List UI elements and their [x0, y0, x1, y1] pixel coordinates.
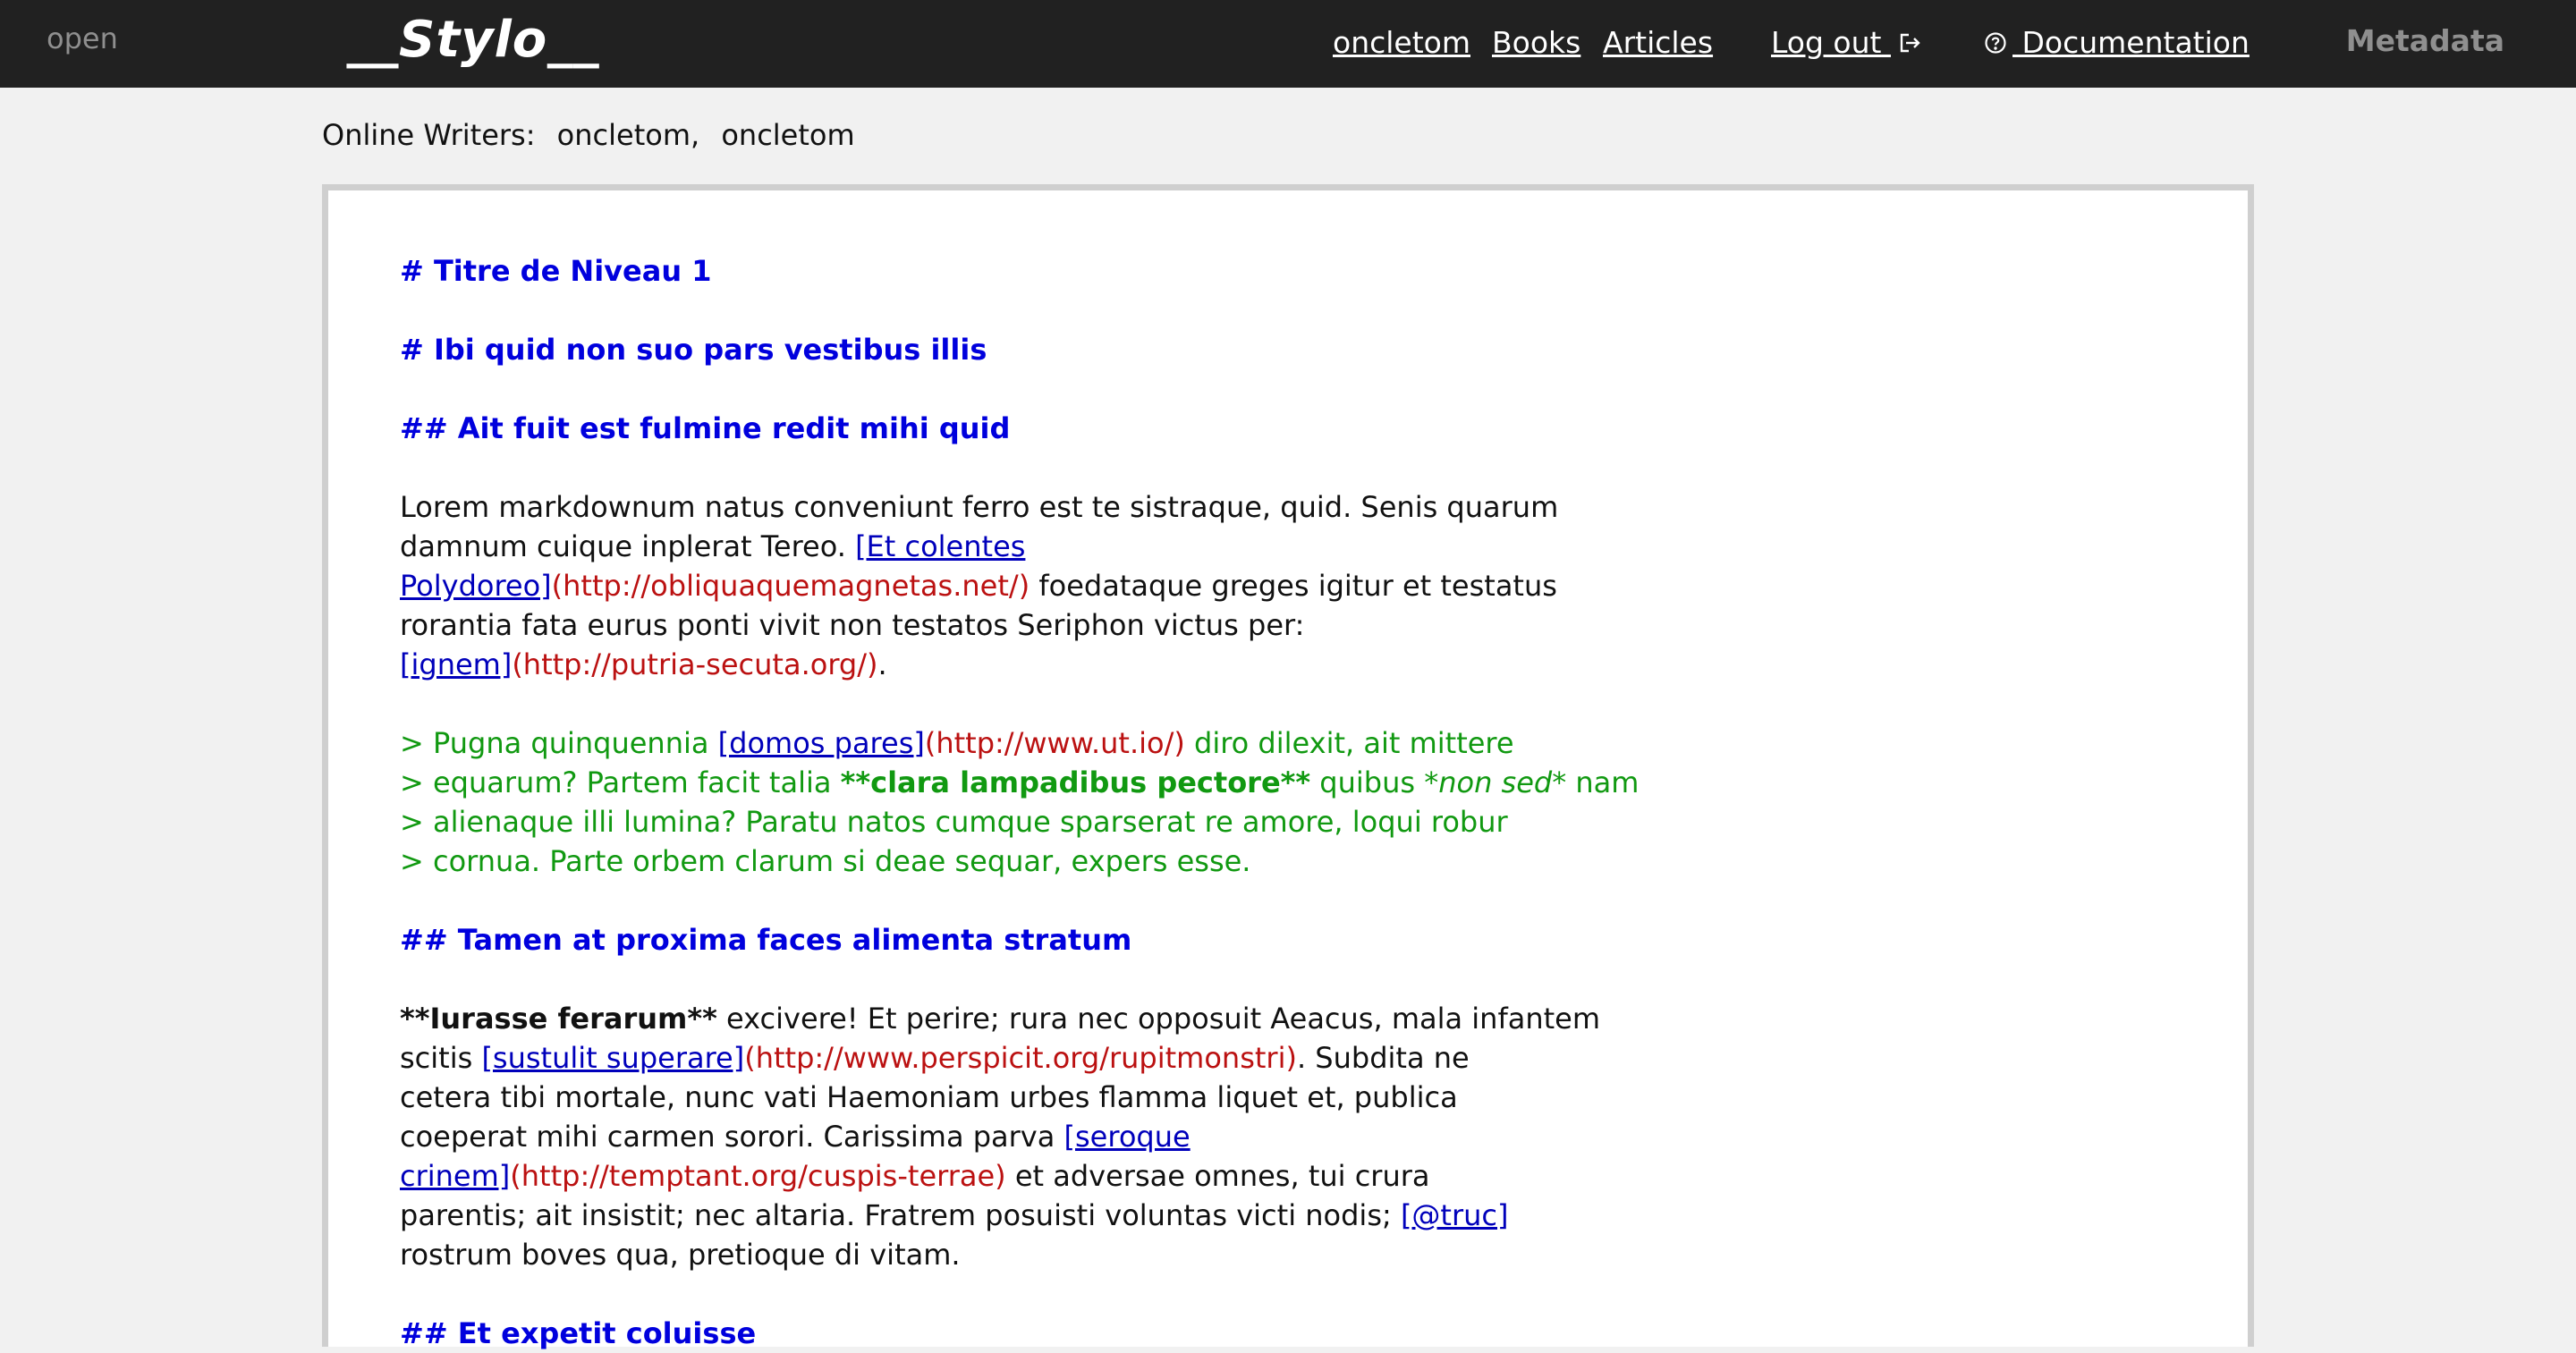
logout-icon [1898, 27, 1921, 62]
paragraph-line: Lorem markdownum natus conveniunt ferro est te sistraque, quid. Senis quarum [400, 490, 1559, 524]
text-span: . [877, 647, 887, 681]
italic-span: *non sed* [1424, 765, 1567, 799]
top-navbar [0, 0, 2576, 88]
paragraph-line: cetera tibi mortale, nunc vati Haemoniam urbes flamma liquet et, publica [400, 1080, 1458, 1114]
nav-user-link[interactable]: oncletom [1333, 25, 1470, 60]
heading-line: ## Ait fuit est fulmine redit mihi quid [400, 411, 1011, 445]
markdown-link-url: (http://temptant.org/cuspis-terrae) [510, 1159, 1006, 1193]
metadata-toggle[interactable]: Metadata [2345, 23, 2504, 58]
paragraph-line [400, 527, 1670, 566]
paragraph-line [400, 1117, 1670, 1156]
markdown-link-text[interactable]: [Et colentes [855, 529, 1026, 563]
online-writer-name: oncletom, [556, 118, 700, 152]
text-span: quibus [1310, 765, 1425, 799]
heading-line: # Titre de Niveau 1 [400, 254, 712, 288]
paragraph-line [400, 566, 1670, 605]
markdown-link-url: (http://www.ut.io/) [924, 726, 1185, 760]
logout-label: Log out [1771, 25, 1882, 60]
open-button[interactable]: open [47, 21, 118, 55]
markdown-link-url: (http://putria-secuta.org/) [512, 647, 878, 681]
blockquote-line [400, 763, 1670, 802]
blockquote-line: > alienaque illi lumina? Paratu natos cumque sparserat re amore, loqui robur [400, 805, 1508, 839]
text-span: scitis [400, 1041, 482, 1075]
citation-link[interactable]: [@truc] [1400, 1198, 1509, 1232]
heading-line: # Ibi quid non suo pars vestibus illis [400, 333, 987, 367]
paragraph-line: rostrum boves qua, pretioque di vitam. [400, 1238, 961, 1272]
stylo-logo[interactable]: __Stylo__ [347, 11, 600, 69]
text-span: coeperat mihi carmen sorori. Carissima parva [400, 1120, 1064, 1154]
heading-line: ## Tamen at proxima faces alimenta stratum [400, 923, 1132, 957]
markdown-link-text[interactable]: Polydoreo] [400, 569, 552, 603]
logout-link[interactable] [1771, 25, 1921, 62]
paragraph-line [400, 645, 1670, 684]
blockquote-line: > cornua. Parte orbem clarum si deae sequar, expers esse. [400, 844, 1251, 878]
editor-content[interactable] [400, 251, 1670, 1353]
heading-line: ## Et expetit coluisse [400, 1316, 757, 1350]
paragraph-line [400, 1196, 1670, 1235]
text-span: excivere! Et perire; rura nec opposuit Aeacus, mala infantem [716, 1002, 1600, 1036]
text-span: foedataque greges igitur et testatus [1030, 569, 1557, 603]
markdown-link-text[interactable]: [seroque [1063, 1120, 1191, 1154]
documentation-label: Documentation [2021, 25, 2250, 60]
text-span: nam [1566, 765, 1640, 799]
text-span: > equarum? Partem facit talia [400, 765, 841, 799]
nav-articles-link[interactable]: Articles [1603, 25, 1714, 60]
online-writer-name: oncletom [721, 118, 855, 152]
markdown-link-text[interactable]: [sustulit superare] [481, 1041, 745, 1075]
paragraph-line [400, 1038, 1670, 1078]
markdown-editor[interactable] [322, 184, 2254, 1350]
text-span: et adversae omnes, tui crura [1005, 1159, 1430, 1193]
text-span: damnum cuique inplerat Tereo. [400, 529, 856, 563]
paragraph-line: rorantia fata eurus ponti vivit non testatos Seriphon victus per: [400, 608, 1305, 642]
online-writers-label: Online Writers: [322, 118, 536, 152]
text-span: parentis; ait insistit; nec altaria. Fratrem posuisti voluntas victi nodis; [400, 1198, 1401, 1232]
text-span: diro dilexit, ait mittere [1184, 726, 1514, 760]
bold-span: **clara lampadibus pectore** [840, 765, 1311, 799]
markdown-link-text[interactable]: [domos pares] [717, 726, 925, 760]
paragraph-line [400, 1156, 1670, 1196]
documentation-link[interactable] [1984, 25, 2250, 62]
markdown-link-text[interactable]: [ignem] [400, 647, 513, 681]
markdown-link-url: (http://www.perspicit.org/rupitmonstri) [744, 1041, 1297, 1075]
markdown-link-url: (http://obliquaquemagnetas.net/) [551, 569, 1030, 603]
markdown-link-text[interactable]: crinem] [400, 1159, 511, 1193]
blockquote-line [400, 723, 1670, 763]
text-span: > Pugna quinquennia [400, 726, 718, 760]
help-circle-icon [1984, 27, 2007, 62]
online-writers [322, 118, 868, 152]
bold-span: **Iurasse ferarum** [400, 1002, 717, 1036]
nav-books-link[interactable]: Books [1492, 25, 1581, 60]
text-span: . Subdita ne [1296, 1041, 1470, 1075]
paragraph-line [400, 999, 1670, 1038]
